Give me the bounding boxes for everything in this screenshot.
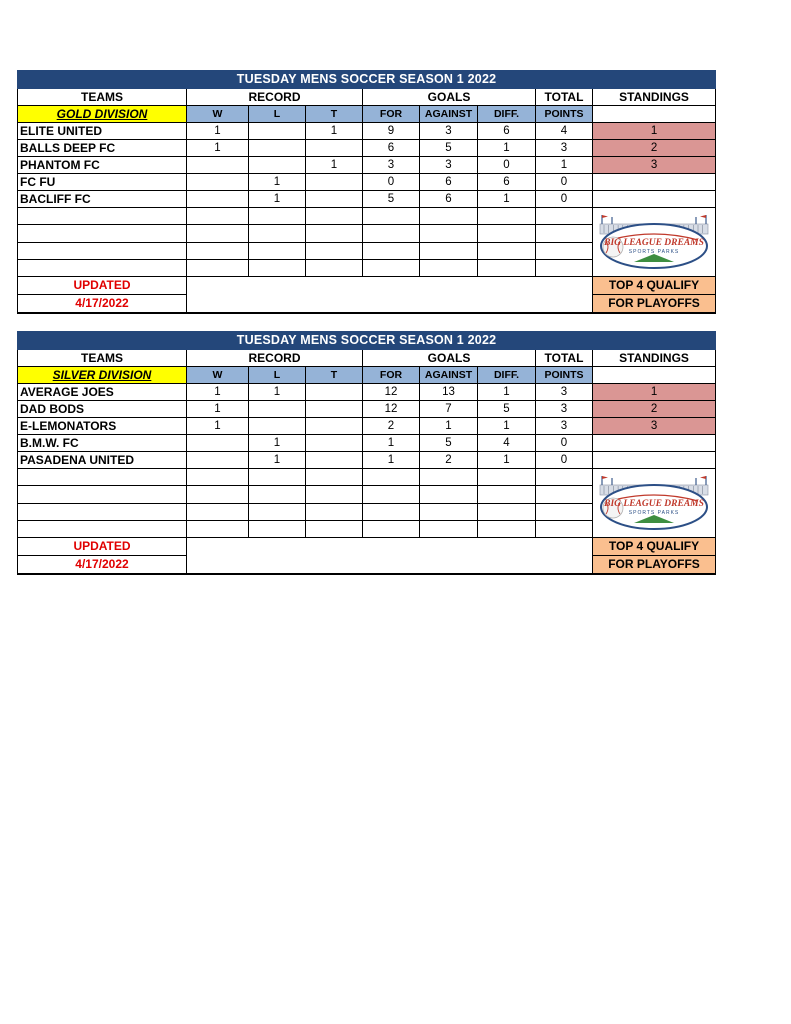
cell-t — [306, 140, 363, 157]
record-header: RECORD — [187, 350, 363, 367]
standing-cell: 3 — [593, 418, 716, 435]
cell-points: 3 — [536, 140, 593, 157]
cell-for: 2 — [363, 418, 420, 435]
empty-cell — [536, 503, 593, 520]
cell-points: 0 — [536, 191, 593, 208]
table-title: TUESDAY MENS SOCCER SEASON 1 2022 — [18, 332, 716, 350]
cell-l — [249, 123, 306, 140]
total-header: TOTAL — [536, 89, 593, 106]
team-name: AVERAGE JOES — [18, 384, 187, 401]
empty-cell — [249, 242, 306, 259]
standing-cell — [593, 452, 716, 469]
standing-cell — [593, 191, 716, 208]
cell-w: 1 — [187, 418, 249, 435]
cell-l — [249, 140, 306, 157]
cell-w: 1 — [187, 140, 249, 157]
empty-cell — [536, 486, 593, 503]
standings-header: STANDINGS — [593, 89, 716, 106]
sub-header-for: FOR — [363, 367, 420, 384]
cell-for: 1 — [363, 452, 420, 469]
standing-cell: 3 — [593, 157, 716, 174]
cell-w: 1 — [187, 401, 249, 418]
empty-cell — [187, 520, 249, 537]
cell-w: 1 — [187, 384, 249, 401]
standings-sub-header — [593, 106, 716, 123]
sub-header-t: T — [306, 106, 363, 123]
empty-cell — [18, 486, 187, 503]
cell-for: 5 — [363, 191, 420, 208]
total-header: TOTAL — [536, 350, 593, 367]
empty-cell — [363, 242, 420, 259]
cell-w — [187, 435, 249, 452]
empty-cell — [306, 208, 363, 225]
empty-cell — [363, 259, 420, 276]
empty-cell — [478, 469, 536, 486]
cell-w — [187, 191, 249, 208]
empty-cell — [249, 208, 306, 225]
cell-l: 1 — [249, 435, 306, 452]
team-name: FC FU — [18, 174, 187, 191]
updated-label: UPDATED — [18, 538, 187, 556]
empty-cell — [18, 259, 187, 276]
updated-label: UPDATED — [18, 277, 187, 295]
logo-subtext: SPORTS PARKS — [628, 510, 680, 516]
cell-for: 6 — [363, 140, 420, 157]
sub-header-l: L — [249, 367, 306, 384]
empty-cell — [478, 225, 536, 242]
empty-cell — [249, 259, 306, 276]
cell-diff: 0 — [478, 157, 536, 174]
empty-cell — [187, 259, 249, 276]
empty-cell — [420, 520, 478, 537]
standing-cell: 2 — [593, 140, 716, 157]
standings-sub-header — [593, 367, 716, 384]
empty-cell — [536, 259, 593, 276]
cell-diff: 6 — [478, 174, 536, 191]
standing-cell: 1 — [593, 123, 716, 140]
cell-against: 3 — [420, 157, 478, 174]
empty-cell — [536, 225, 593, 242]
team-name: B.M.W. FC — [18, 435, 187, 452]
playoff-note-line1: TOP 4 QUALIFY — [593, 277, 716, 295]
table-row — [18, 384, 716, 401]
table-title: TUESDAY MENS SOCCER SEASON 1 2022 — [18, 71, 716, 89]
cell-t: 1 — [306, 157, 363, 174]
empty-cell — [420, 503, 478, 520]
empty-cell — [306, 469, 363, 486]
logo-text: BIG LEAGUE DREAMS — [604, 499, 704, 509]
cell-diff: 4 — [478, 435, 536, 452]
cell-for: 9 — [363, 123, 420, 140]
empty-cell — [363, 486, 420, 503]
standing-cell — [593, 174, 716, 191]
sub-header-l: L — [249, 106, 306, 123]
empty-cell — [363, 225, 420, 242]
cell-t — [306, 401, 363, 418]
updated-date: 4/17/2022 — [18, 556, 187, 575]
standing-cell: 1 — [593, 384, 716, 401]
empty-row — [18, 208, 716, 225]
empty-cell — [420, 486, 478, 503]
cell-points: 0 — [536, 174, 593, 191]
teams-header: TEAMS — [18, 89, 187, 106]
sub-header-diff: DIFF. — [478, 367, 536, 384]
cell-l: 1 — [249, 384, 306, 401]
cell-t: 1 — [306, 123, 363, 140]
cell-w — [187, 452, 249, 469]
empty-cell — [536, 242, 593, 259]
empty-cell — [18, 242, 187, 259]
empty-cell — [420, 242, 478, 259]
cell-against: 6 — [420, 191, 478, 208]
cell-for: 12 — [363, 401, 420, 418]
table-row — [18, 401, 716, 418]
cell-points: 3 — [536, 384, 593, 401]
empty-cell — [478, 520, 536, 537]
cell-against: 2 — [420, 452, 478, 469]
table-row — [18, 174, 716, 191]
empty-cell — [249, 486, 306, 503]
goals-header: GOALS — [363, 89, 536, 106]
cell-diff: 6 — [478, 123, 536, 140]
playoff-note-line2: FOR PLAYOFFS — [593, 295, 716, 314]
empty-cell — [187, 242, 249, 259]
empty-cell — [536, 208, 593, 225]
cell-for: 1 — [363, 435, 420, 452]
team-name: DAD BODS — [18, 401, 187, 418]
cell-t — [306, 418, 363, 435]
cell-points: 3 — [536, 401, 593, 418]
cell-diff: 1 — [478, 140, 536, 157]
empty-cell — [363, 469, 420, 486]
empty-cell — [363, 520, 420, 537]
empty-cell — [187, 469, 249, 486]
cell-for: 0 — [363, 174, 420, 191]
cell-points: 0 — [536, 435, 593, 452]
team-name: BALLS DEEP FC — [18, 140, 187, 157]
empty-cell — [306, 503, 363, 520]
record-header: RECORD — [187, 89, 363, 106]
team-name: PASADENA UNITED — [18, 452, 187, 469]
empty-cell — [478, 242, 536, 259]
empty-cell — [18, 503, 187, 520]
cell-l — [249, 157, 306, 174]
empty-cell — [478, 486, 536, 503]
empty-cell — [306, 486, 363, 503]
table-row — [18, 157, 716, 174]
logo-cell — [593, 469, 716, 538]
table-row — [18, 191, 716, 208]
table-row — [18, 123, 716, 140]
empty-cell — [18, 225, 187, 242]
empty-cell — [478, 503, 536, 520]
standing-cell: 2 — [593, 401, 716, 418]
empty-cell — [536, 469, 593, 486]
footer-blank — [187, 538, 593, 575]
logo-subtext: SPORTS PARKS — [628, 249, 680, 255]
cell-points: 4 — [536, 123, 593, 140]
empty-cell — [420, 225, 478, 242]
cell-against: 5 — [420, 435, 478, 452]
logo-text: BIG LEAGUE DREAMS — [604, 238, 704, 248]
standings-table — [17, 70, 716, 314]
cell-against: 5 — [420, 140, 478, 157]
cell-w: 1 — [187, 123, 249, 140]
gold-division-table — [17, 70, 715, 314]
empty-cell — [306, 520, 363, 537]
cell-l — [249, 401, 306, 418]
sub-header-points: POINTS — [536, 106, 593, 123]
empty-cell — [249, 469, 306, 486]
teams-header: TEAMS — [18, 350, 187, 367]
empty-cell — [306, 225, 363, 242]
cell-against: 7 — [420, 401, 478, 418]
team-name: PHANTOM FC — [18, 157, 187, 174]
empty-cell — [363, 503, 420, 520]
table-row — [18, 418, 716, 435]
cell-diff: 5 — [478, 401, 536, 418]
cell-t — [306, 452, 363, 469]
empty-cell — [187, 208, 249, 225]
sub-header-diff: DIFF. — [478, 106, 536, 123]
sub-header-against: AGAINST — [420, 106, 478, 123]
empty-cell — [306, 242, 363, 259]
cell-t — [306, 174, 363, 191]
empty-cell — [187, 225, 249, 242]
cell-diff: 1 — [478, 452, 536, 469]
playoff-note-line2: FOR PLAYOFFS — [593, 556, 716, 575]
logo-cell — [593, 208, 716, 277]
team-name: ELITE UNITED — [18, 123, 187, 140]
cell-against: 13 — [420, 384, 478, 401]
cell-points: 0 — [536, 452, 593, 469]
standing-cell — [593, 435, 716, 452]
cell-points: 1 — [536, 157, 593, 174]
team-name: BACLIFF FC — [18, 191, 187, 208]
empty-cell — [187, 503, 249, 520]
empty-row — [18, 469, 716, 486]
cell-against: 1 — [420, 418, 478, 435]
sub-header-t: T — [306, 367, 363, 384]
updated-date: 4/17/2022 — [18, 295, 187, 314]
cell-l: 1 — [249, 452, 306, 469]
empty-cell — [478, 208, 536, 225]
empty-cell — [363, 208, 420, 225]
cell-for: 3 — [363, 157, 420, 174]
cell-t — [306, 384, 363, 401]
cell-t — [306, 435, 363, 452]
empty-cell — [249, 503, 306, 520]
cell-w — [187, 157, 249, 174]
empty-cell — [420, 208, 478, 225]
cell-diff: 1 — [478, 384, 536, 401]
empty-cell — [249, 225, 306, 242]
empty-cell — [18, 520, 187, 537]
cell-t — [306, 191, 363, 208]
cell-diff: 1 — [478, 191, 536, 208]
sub-header-w: W — [187, 106, 249, 123]
empty-cell — [536, 520, 593, 537]
cell-l: 1 — [249, 191, 306, 208]
table-row — [18, 452, 716, 469]
empty-cell — [249, 520, 306, 537]
cell-against: 6 — [420, 174, 478, 191]
empty-cell — [18, 208, 187, 225]
cell-w — [187, 174, 249, 191]
goals-header: GOALS — [363, 350, 536, 367]
sub-header-against: AGAINST — [420, 367, 478, 384]
cell-l: 1 — [249, 174, 306, 191]
table-row — [18, 435, 716, 452]
division-label: GOLD DIVISION — [18, 106, 187, 123]
empty-cell — [18, 469, 187, 486]
sub-header-for: FOR — [363, 106, 420, 123]
empty-cell — [420, 469, 478, 486]
empty-cell — [420, 259, 478, 276]
standings-table — [17, 331, 716, 575]
empty-cell — [187, 486, 249, 503]
division-label: SILVER DIVISION — [18, 367, 187, 384]
table-row — [18, 140, 716, 157]
cell-points: 3 — [536, 418, 593, 435]
empty-cell — [478, 259, 536, 276]
cell-against: 3 — [420, 123, 478, 140]
playoff-note-line1: TOP 4 QUALIFY — [593, 538, 716, 556]
standings-header: STANDINGS — [593, 350, 716, 367]
sub-header-points: POINTS — [536, 367, 593, 384]
sub-header-w: W — [187, 367, 249, 384]
silver-division-table — [17, 331, 715, 575]
cell-l — [249, 418, 306, 435]
cell-diff: 1 — [478, 418, 536, 435]
team-name: E-LEMONATORS — [18, 418, 187, 435]
footer-blank — [187, 277, 593, 314]
cell-for: 12 — [363, 384, 420, 401]
empty-cell — [306, 259, 363, 276]
